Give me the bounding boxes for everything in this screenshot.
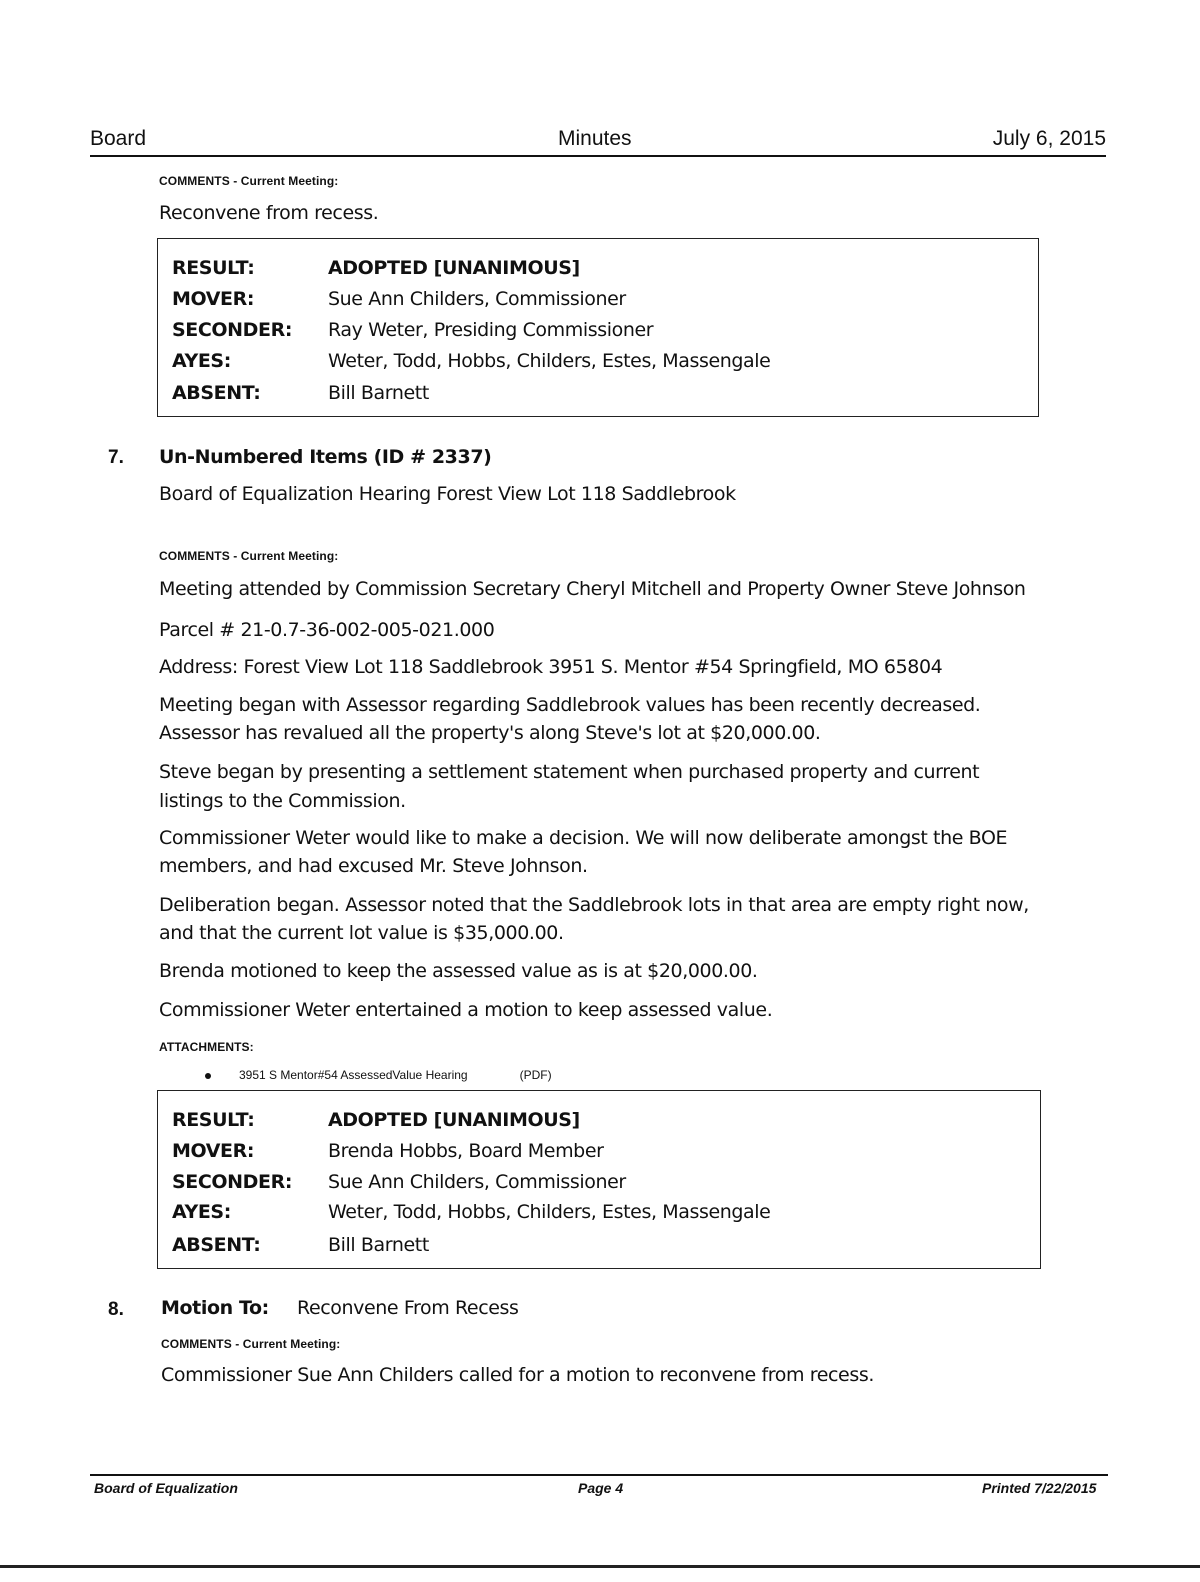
result-box (157, 1090, 1041, 1269)
paragraph-line: Meeting attended by Commission Secretary Cheryl Mitchell and Property Owner Steve Johnson (159, 578, 1026, 600)
result-value: ADOPTED [UNANIMOUS] (328, 1109, 580, 1131)
seconder-value: Ray Weter, Presiding Commissioner (328, 319, 654, 341)
motion-value: Reconvene From Recess (297, 1297, 519, 1319)
seconder-value: Sue Ann Childers, Commissioner (328, 1171, 626, 1193)
header-board: Board (90, 127, 147, 150)
footer-printed: Printed 7/22/2015 (982, 1480, 1097, 1496)
ayes-label: AYES: (172, 350, 231, 372)
paragraph-line: Steve began by presenting a settlement statement when purchased property and current (159, 761, 980, 783)
paragraph-line: members, and had excused Mr. Steve Johnson. (159, 855, 588, 877)
ayes-value: Weter, Todd, Hobbs, Childers, Estes, Massengale (328, 1201, 771, 1223)
paragraph-line: Brenda motioned to keep the assessed value as is at $20,000.00. (159, 960, 758, 982)
paragraph-line: Commissioner Weter would like to make a decision. We will now deliberate amongst the BOE (159, 827, 1008, 849)
attachment-name[interactable]: 3951 S Mentor#54 AssessedValue Hearing (239, 1068, 468, 1082)
item-number: 8. (108, 1299, 124, 1320)
attachment-item[interactable] (205, 1068, 552, 1082)
comments-label: COMMENTS - Current Meeting: (159, 174, 339, 188)
paragraph-line: Commissioner Weter entertained a motion to keep assessed value. (159, 999, 773, 1021)
mover-value: Brenda Hobbs, Board Member (328, 1140, 604, 1162)
result-label: RESULT: (172, 257, 255, 279)
absent-value: Bill Barnett (328, 1234, 429, 1256)
ayes-value: Weter, Todd, Hobbs, Childers, Estes, Massengale (328, 350, 771, 372)
result-label: RESULT: (172, 1109, 255, 1131)
motion-label: Motion To: (161, 1297, 269, 1319)
paragraph-line: listings to the Commission. (159, 790, 406, 812)
result-box (157, 238, 1039, 417)
result-value: ADOPTED [UNANIMOUS] (328, 257, 580, 279)
item-subtitle: Board of Equalization Hearing Forest View Lot 118 Saddlebrook (159, 483, 736, 505)
footer-divider (90, 1474, 1108, 1476)
mover-label: MOVER: (172, 1140, 255, 1162)
bottom-edge (0, 1565, 1200, 1568)
paragraph-line: Address: Forest View Lot 118 Saddlebrook 3951 S. Mentor #54 Springfield, MO 65804 (159, 656, 943, 678)
attachments-label: ATTACHMENTS: (159, 1040, 254, 1054)
header-date: July 6, 2015 (992, 127, 1106, 150)
mover-value: Sue Ann Childers, Commissioner (328, 288, 626, 310)
comments-label: COMMENTS - Current Meeting: (161, 1337, 341, 1351)
footer-page: Page 4 (578, 1480, 624, 1496)
bullet-icon (205, 1073, 211, 1079)
paragraph-line: Deliberation began. Assessor noted that the Saddlebrook lots in that area are empty right now, (159, 894, 1029, 916)
footer-org: Board of Equalization (94, 1480, 238, 1496)
absent-label: ABSENT: (172, 382, 261, 404)
absent-value: Bill Barnett (328, 382, 429, 404)
item-number: 7. (108, 447, 124, 468)
page-header (90, 127, 1106, 155)
seconder-label: SECONDER: (172, 319, 293, 341)
mover-label: MOVER: (172, 288, 255, 310)
seconder-label: SECONDER: (172, 1171, 293, 1193)
header-minutes: Minutes (558, 127, 632, 150)
paragraph-line: and that the current lot value is $35,000.00. (159, 922, 564, 944)
item-title: Un-Numbered Items (ID # 2337) (159, 446, 492, 468)
paragraph-line: Assessor has revalued all the property's along Steve's lot at $20,000.00. (159, 722, 821, 744)
ayes-label: AYES: (172, 1201, 231, 1223)
comment-text: Commissioner Sue Ann Childers called for a motion to reconvene from recess. (161, 1364, 874, 1386)
paragraph-line: Meeting began with Assessor regarding Saddlebrook values has been recently decreased. (159, 694, 981, 716)
comments-label: COMMENTS - Current Meeting: (159, 549, 339, 563)
header-divider (90, 155, 1106, 157)
absent-label: ABSENT: (172, 1234, 261, 1256)
comment-text: Reconvene from recess. (159, 202, 379, 224)
attachment-type: (PDF) (519, 1068, 552, 1082)
paragraph-line: Parcel # 21-0.7-36-002-005-021.000 (159, 619, 495, 641)
